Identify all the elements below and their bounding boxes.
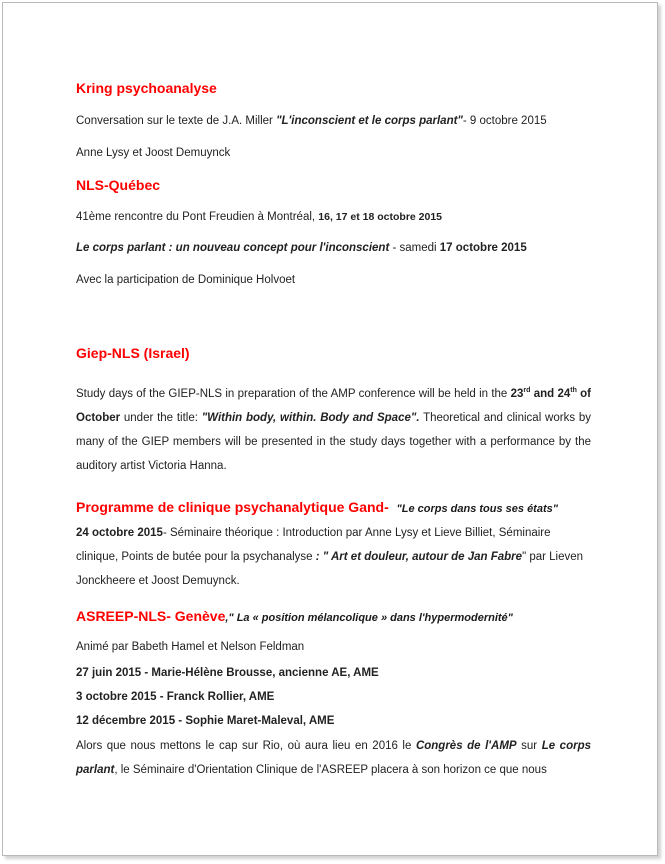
nls-quebec-line-3: Avec la participation de Dominique Holvoet bbox=[76, 274, 296, 286]
nls-quebec-line-1: 41ème rencontre du Pont Freudien à Montréal, 16, 17 et 18 octobre 2015 bbox=[76, 211, 443, 223]
document-page bbox=[2, 2, 658, 856]
heading-kring: Kring psychoanalyse bbox=[76, 80, 217, 96]
asreep-session-2: 3 octobre 2015 - Franck Rollier, AME bbox=[76, 691, 275, 703]
heading-giep: Giep-NLS (Israel) bbox=[76, 345, 190, 361]
asreep-session-3: 12 décembre 2015 - Sophie Maret-Maleval, AME bbox=[76, 715, 335, 727]
gand-paragraph: 24 octobre 2015- Séminaire théorique : Introduction par Anne Lysy et Lieve Billiet, Séminaire clinique, Points de butée pour la psychanalyse : " Art et douleur, autour de Jan Fabre" par Lieven Jonckheere et Joost Demuynck. bbox=[76, 527, 584, 587]
heading-nls-quebec: NLS-Québec bbox=[76, 177, 161, 193]
giep-paragraph: Study days of the GIEP-NLS in preparation of the AMP conference will be held in the 23rd and 24th of October under the title: "Within body, within. Body and Space". Theoretical and clinical works by many of the GIEP members will be presented in the study days together with a performance by the auditory artist Victoria Hanna. bbox=[76, 387, 591, 472]
nls-quebec-line-2: Le corps parlant : un nouveau concept pour l'inconscient - samedi 17 octobre 2015 bbox=[76, 242, 527, 254]
kring-line-1: Conversation sur le texte de J.A. Miller "L'inconscient et le corps parlant"- 9 octobre 2015 bbox=[76, 115, 547, 127]
asreep-session-1: 27 juin 2015 - Marie-Hélène Brousse, ancienne AE, AME bbox=[76, 667, 379, 679]
heading-gand: Programme de clinique psychanalytique Gand- "Le corps dans tous ses états" bbox=[76, 499, 558, 515]
heading-asreep: ASREEP-NLS- Genève," La « position mélancolique » dans l'hypermodernité" bbox=[76, 608, 513, 624]
asreep-animated-by: Animé par Babeth Hamel et Nelson Feldman bbox=[76, 641, 305, 653]
kring-line-2: Anne Lysy et Joost Demuynck bbox=[76, 147, 231, 159]
asreep-paragraph: Alors que nous mettons le cap sur Rio, où aura lieu en 2016 le Congrès de l'AMP sur Le corps parlant, le Séminaire d'Orientation Clinique de l'ASREEP placera à son horizon ce que nous bbox=[76, 740, 591, 776]
